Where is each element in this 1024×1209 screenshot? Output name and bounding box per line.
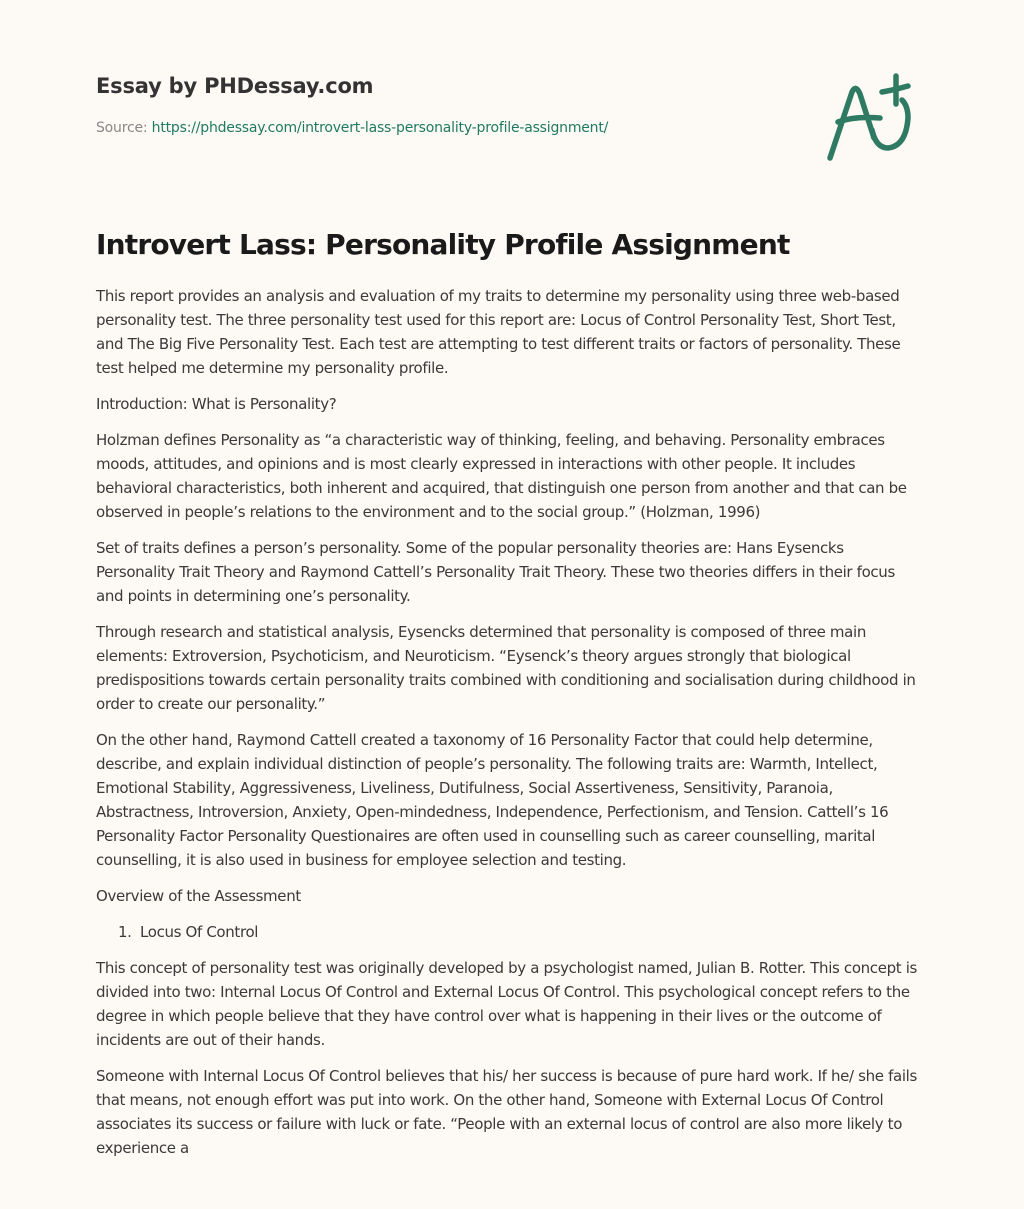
source-link[interactable]: https://phdessay.com/introvert-lass-personality-profile-assignment/ bbox=[151, 120, 609, 136]
essay-content bbox=[96, 226, 926, 1172]
paragraph-holzman: Holzman defines Personality as “a characteristic way of thinking, feeling, and behaving. Personality embraces moods, attitudes, and opinions and is most clearly expressed in interactions with other people. It includes behavioral characteristics, both inherent and acquired, that distinguish one person from another and that can be observed in people’s relations to the environment and to the social group.” (Holzman, 1996) bbox=[96, 431, 907, 521]
page-header bbox=[96, 74, 926, 136]
list-item: 1. Locus Of Control bbox=[136, 920, 926, 944]
assessment-list bbox=[96, 920, 926, 944]
paragraph-intro: This report provides an analysis and evaluation of my traits to determine my personality using three web-based personality test. The three personality test used for this report are: Locus of Control Personality Test, Short Test, and The Big Five Personality Test. Each test are attempting to test different traits or factors of personality. These test helped me determine my personality profile. bbox=[96, 287, 901, 377]
paragraph-locus-definition: This concept of personality test was originally developed by a psychologist named, Julian B. Rotter. This concept is divided into two: Internal Locus Of Control and External Locus Of Control. This psychological concept refers to the degree in which people believe that they have control over what is happening in their lives or the outcome of incidents are out of their hands. bbox=[96, 959, 917, 1049]
paragraph-locus-internal-external: Someone with Internal Locus Of Control believes that his/ her success is because of pure hard work. If he/ she fails that means, not enough effort was put into work. On the other hand, Someone with External Locus Of Control associates its success or failure with luck or fate. “People with an external locus of control are also more likely to experience a bbox=[96, 1067, 917, 1157]
source-label: Source: bbox=[96, 120, 148, 136]
section-heading-overview: Overview of the Assessment bbox=[96, 887, 301, 905]
source-line bbox=[96, 120, 926, 136]
site-title: Essay by PHDessay.com bbox=[96, 74, 374, 98]
paragraph-traits: Set of traits defines a person’s personality. Some of the popular personality theories are: Hans Eysencks Personality Trait Theory and Raymond Cattell’s Personality Trait Theory. These two theories differs in their focus and points in determining one’s personality. bbox=[96, 539, 895, 605]
a-plus-grade-icon bbox=[822, 68, 932, 168]
document-title: Introvert Lass: Personality Profile Assignment bbox=[96, 228, 790, 261]
section-heading-introduction: Introduction: What is Personality? bbox=[96, 395, 337, 413]
paragraph-eysenck: Through research and statistical analysis, Eysencks determined that personality is composed of three main elements: Extroversion, Psychoticism, and Neuroticism. “Eysenck’s theory argues strongly that biological predispositions towards certain personality traits combined with conditioning and socialisation during childhood in order to create our personality.” bbox=[96, 623, 916, 713]
paragraph-cattell: On the other hand, Raymond Cattell created a taxonomy of 16 Personality Factor that could help determine, describe, and explain individual distinction of people’s personality. The following traits are: Warmth, Intellect, Emotional Stability, Aggressiveness, Liveliness, Dutifulness, Social Assertiveness, Sensitivity, Paranoia, Abstractness, Introversion, Anxiety, Open-mindedness, Independence, Perfectionism, and Tension. Cattell’s 16 Personality Factor Personality Questionaires are often used in counselling such as career counselling, marital counselling, it is also used in business for employee selection and testing. bbox=[96, 731, 889, 869]
